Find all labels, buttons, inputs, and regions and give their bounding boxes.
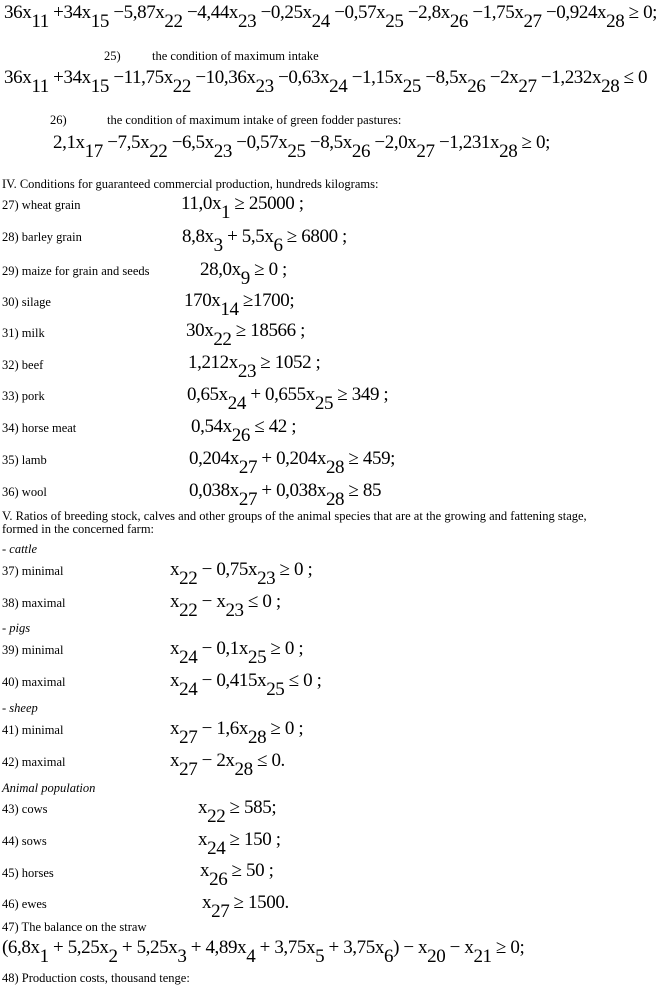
item-43-equation: $x_{22} \ge 585$; bbox=[198, 797, 277, 827]
item-37-label: 37) minimal bbox=[2, 564, 64, 578]
section-v-heading: V. Ratios of breeding stock, calves and other groups of the animal species that are at the growing and fattening stage, formed in the concerned farm: bbox=[2, 509, 587, 536]
item-38-label: 38) maximal bbox=[2, 596, 66, 610]
item-45-label: 45) horses bbox=[2, 866, 54, 880]
item-46-equation: $x_{27} \ge 1500$. bbox=[202, 892, 289, 922]
item-45-equation: $x_{26} \ge 50$ ; bbox=[200, 860, 274, 890]
item-47-equation: $(6,8x_1 + 5,25x_2 + 5,25x_3 + 4,89x_4 + 3,75x_5 + 3,75x_6) - x_{20} - x_{21} \ge 0$; bbox=[2, 937, 525, 967]
item-47-label: 47) The balance on the straw bbox=[2, 920, 147, 934]
item-37-equation: $x_{22} - 0,75x_{23} \ge 0$ ; bbox=[170, 559, 313, 589]
item-33-label: 33) pork bbox=[2, 389, 45, 403]
item-40-label: 40) maximal bbox=[2, 675, 66, 689]
item-26-number: 26) bbox=[50, 113, 67, 127]
constraint-24-equation: $36x_{11} +34x_{15} -5,87x_{22} -4,44x_{23} -0,25x_{24} -0,57x_{25} -2,8x_{26} -1,75x_{27} -0,924x_{28} \ge 0$; bbox=[4, 2, 657, 32]
item-48-label: 48) Production costs, thousand tenge: bbox=[2, 971, 190, 985]
item-29-label: 29) maize for grain and seeds bbox=[2, 264, 150, 278]
item-42-label: 42) maximal bbox=[2, 755, 66, 769]
item-35-equation: $0,204x_{27} + 0,204x_{28} \ge 459$; bbox=[189, 448, 396, 478]
item-38-equation: $x_{22} - x_{23} \le 0$ ; bbox=[170, 591, 281, 621]
subheading-sheep: - sheep bbox=[2, 701, 38, 715]
item-25-equation: $36x_{11} +34x_{15} -11,75x_{22} -10,36x_{23} -0,63x_{24} -1,15x_{25} -8,5x_{26} -2x_{27} -1,232x_{28} \le 0$ bbox=[4, 67, 648, 97]
item-27-equation: $11,0x_1 \ge 25000$ ; bbox=[181, 193, 304, 223]
item-41-equation: $x_{27} - 1,6x_{28} \ge 0$ ; bbox=[170, 718, 304, 748]
item-32-label: 32) beef bbox=[2, 358, 44, 372]
item-30-equation: $170x_{14} \ge 1700$; bbox=[184, 290, 295, 320]
subheading-pigs: - pigs bbox=[2, 621, 31, 635]
item-36-equation: $0,038x_{27} + 0,038x_{28} \ge 85$ bbox=[189, 480, 382, 510]
item-44-label: 44) sows bbox=[2, 834, 47, 848]
item-28-label: 28) barley grain bbox=[2, 230, 82, 244]
item-32-equation: $1,212x_{23} \ge 1052$ ; bbox=[188, 352, 321, 382]
item-35-label: 35) lamb bbox=[2, 453, 47, 467]
item-44-equation: $x_{24} \ge 150$ ; bbox=[198, 829, 281, 859]
item-30-label: 30) silage bbox=[2, 295, 51, 309]
item-25-number: 25) bbox=[104, 49, 121, 63]
item-28-equation: $8,8x_3 + 5,5x_6 \ge 6800$ ; bbox=[182, 226, 347, 256]
subheading-animal-population: Animal population bbox=[2, 781, 96, 795]
item-41-label: 41) minimal bbox=[2, 723, 64, 737]
item-36-label: 36) wool bbox=[2, 485, 47, 499]
item-31-equation: $30x_{22} \ge 18566$ ; bbox=[186, 320, 305, 350]
item-34-label: 34) horse meat bbox=[2, 421, 77, 435]
item-26-equation: $2,1x_{17} -7,5x_{22} -6,5x_{23} -0,57x_{25} -8,5x_{26} -2,0x_{27} -1,231x_{28} \ge 0$; bbox=[53, 132, 551, 162]
item-26-label: the condition of maximum intake of green fodder pastures: bbox=[107, 113, 402, 127]
section-iv-heading: IV. Conditions for guaranteed commercial production, hundreds kilograms: bbox=[2, 177, 379, 191]
item-40-equation: $x_{24} - 0,415x_{25} \le 0$ ; bbox=[170, 670, 322, 700]
item-43-label: 43) cows bbox=[2, 802, 48, 816]
item-27-label: 27) wheat grain bbox=[2, 198, 81, 212]
item-39-label: 39) minimal bbox=[2, 643, 64, 657]
subheading-cattle: - cattle bbox=[2, 542, 38, 556]
item-31-label: 31) milk bbox=[2, 326, 45, 340]
item-46-label: 46) ewes bbox=[2, 897, 47, 911]
item-33-equation: $0,65x_{24} + 0,655x_{25} \ge 349$ ; bbox=[187, 384, 389, 414]
item-34-equation: $0,54x_{26} \le 42$ ; bbox=[191, 416, 297, 446]
item-42-equation: $x_{27} - 2x_{28} \le 0$. bbox=[170, 750, 285, 780]
item-39-equation: $x_{24} - 0,1x_{25} \ge 0$ ; bbox=[170, 638, 304, 668]
item-25-label: the condition of maximum intake bbox=[152, 49, 319, 63]
item-29-equation: $28,0x_9 \ge 0$ ; bbox=[200, 259, 287, 289]
